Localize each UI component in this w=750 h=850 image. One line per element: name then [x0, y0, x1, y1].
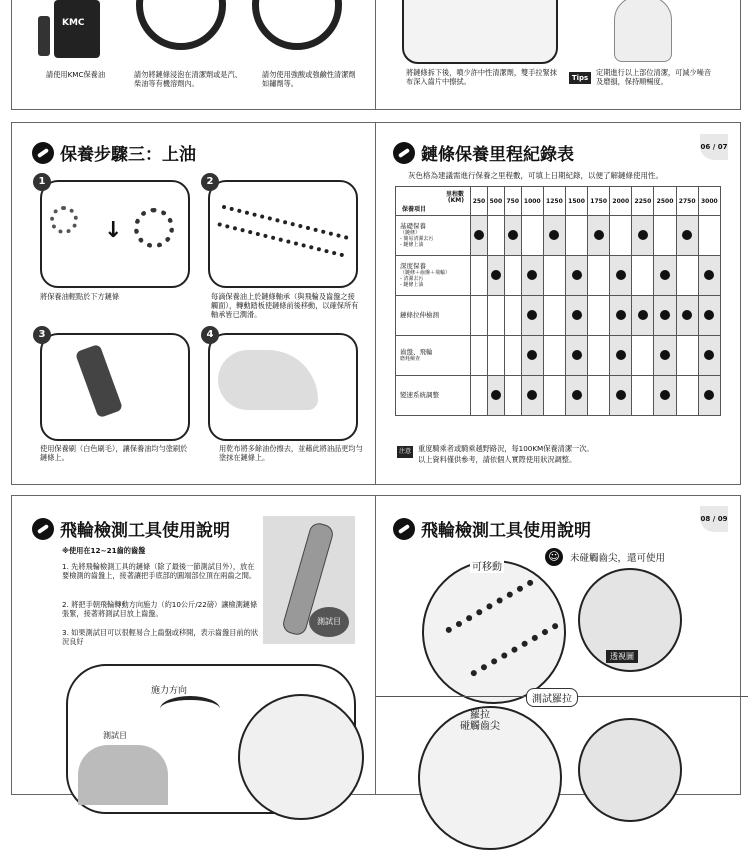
maintenance-dot [682, 230, 692, 240]
row-label-title: 基礎保養 [400, 222, 426, 230]
step3-title-text: 保養步驟三：上油 [60, 145, 196, 165]
table-cell[interactable] [471, 216, 488, 256]
mileage-table-body [396, 216, 721, 416]
maintenance-dot [616, 270, 626, 280]
maintenance-dot [572, 350, 582, 360]
row-label-sub: - 鏈條上油 [400, 282, 424, 288]
row-label-title: 變速系統調整 [400, 391, 439, 399]
maintenance-dot [491, 390, 501, 400]
header-item: 保養項目 [402, 206, 427, 213]
tips-text: 定期進行以上部位清潔，可減少噪音及磨損，保持順暢度。 [596, 68, 712, 86]
step-4-caption: 用乾布將多餘油份擦去，並藉此將油品更均勻塗抹在鏈條上。 [219, 444, 363, 462]
wrench-icon [393, 518, 415, 540]
table-row [396, 376, 721, 416]
chain-closeup-circle [238, 694, 364, 820]
table-cell[interactable] [588, 336, 610, 376]
ok-text: 未碰觸齒尖，還可使用 [570, 553, 666, 564]
down-arrow-icon: ↓ [104, 218, 123, 243]
table-cell[interactable] [654, 256, 676, 296]
row-label-sub: （鏈條＋齒盤＋飛輪） [400, 270, 451, 276]
table-cell[interactable] [588, 296, 610, 336]
maintenance-dot [527, 350, 537, 360]
table-cell[interactable] [543, 296, 565, 336]
caption-no-acid: 請勿使用強酸或強鹼性清潔劑如鏽劑等。 [262, 70, 356, 88]
table-cell[interactable] [676, 336, 698, 376]
table-cell[interactable] [698, 256, 720, 296]
test-label-badge: 測試目 [309, 607, 349, 637]
row-label-sub: 磨耗檢查 [400, 356, 421, 362]
movable-label: 可移動 [470, 558, 504, 573]
maintenance-dot [572, 310, 582, 320]
table-cell[interactable] [632, 376, 654, 416]
roller-detail-circle [578, 718, 682, 822]
cassette-graphic [78, 745, 168, 805]
table-cell[interactable] [487, 336, 504, 376]
force-direction-label: 施力方向 [151, 686, 188, 696]
tips-badge: Tips [569, 72, 591, 84]
page-number: 08 / 09 [700, 506, 728, 532]
table-cell[interactable] [654, 216, 676, 256]
mascot-image [614, 0, 672, 62]
maintenance-dot [527, 270, 537, 280]
table-cell[interactable] [676, 376, 698, 416]
table-cell[interactable] [504, 296, 521, 336]
caption-no-soak: 請勿將鏈條浸泡在清潔劑或是汽、柴油等有機溶劑內。 [134, 70, 242, 88]
table-cell[interactable] [588, 216, 610, 256]
maintenance-dot [704, 350, 714, 360]
table-cell[interactable] [676, 216, 698, 256]
step-3-caption: 使用保養刷（白色刷毛），讓保養油均勻塗刷於鏈條上。 [40, 444, 188, 462]
maintenance-dot [704, 310, 714, 320]
table-cell[interactable] [543, 376, 565, 416]
table-cell[interactable] [471, 376, 488, 416]
maintenance-dot [660, 310, 670, 320]
maintenance-dot [616, 350, 626, 360]
table-cell[interactable] [521, 376, 543, 416]
table-row [396, 256, 721, 296]
table-cell[interactable] [610, 256, 632, 296]
row-label [396, 256, 471, 296]
step-1-caption: 將保養油輕點於下方鏈條 [40, 292, 120, 301]
table-cell[interactable] [543, 256, 565, 296]
row-label-title: 深度保養 [400, 262, 426, 270]
table-cell[interactable] [654, 296, 676, 336]
table-cell[interactable] [521, 256, 543, 296]
maintenance-dot [594, 230, 604, 240]
table-cell[interactable] [543, 216, 565, 256]
maintenance-dot [572, 390, 582, 400]
row-label-sub: （鏈條） [400, 230, 421, 236]
chain-cleaning-image [402, 0, 558, 64]
table-cell[interactable] [487, 296, 504, 336]
table-cell[interactable] [632, 216, 654, 256]
table-cell[interactable] [565, 376, 587, 416]
header-corner [396, 187, 471, 216]
row-label-sub: - 簡易清潔去污 [400, 236, 434, 242]
row-label-title: 齒盤、飛輪 [400, 348, 433, 356]
tool-left-title [32, 516, 230, 541]
table-cell[interactable] [698, 216, 720, 256]
col-header: 1000 [521, 187, 543, 216]
note-badge: 注意 [397, 446, 413, 458]
table-cell[interactable] [676, 296, 698, 336]
col-header: 2750 [676, 187, 698, 216]
row-label-title: 鏈條拉伸檢測 [400, 311, 439, 319]
perspective-label: 透視圖 [606, 650, 638, 663]
maintenance-dot [474, 230, 484, 240]
table-cell[interactable] [565, 216, 587, 256]
header-unit: (KM) [447, 197, 464, 204]
maintenance-dot [527, 390, 537, 400]
kmc-oil-bottle [54, 0, 100, 58]
maintenance-dot [508, 230, 518, 240]
col-header: 1500 [565, 187, 587, 216]
note-line-2: 以上資料僅供參考，請依個人實際使用狀況調整。 [418, 455, 577, 464]
page-number: 06 / 07 [700, 134, 728, 160]
table-cell[interactable] [504, 216, 521, 256]
col-header: 1250 [543, 187, 565, 216]
col-header: 2250 [632, 187, 654, 216]
row-label [396, 376, 471, 416]
col-header: 500 [487, 187, 504, 216]
wrench-icon [32, 142, 54, 164]
table-row [396, 336, 721, 376]
maintenance-dot [660, 390, 670, 400]
table-cell[interactable] [698, 376, 720, 416]
log-subtitle: 灰色格為建議需進行保養之里程數，可填上日期紀錄，以便了解鏈條使用性。 [408, 171, 663, 180]
log-title-text: 鏈條保養里程紀錄表 [421, 145, 574, 165]
cog-graphic [50, 206, 78, 234]
wrench-icon [393, 142, 415, 164]
tool-note: ※使用在12~21齒的齒盤 [62, 546, 146, 555]
col-header: 3000 [698, 187, 720, 216]
tool-left-title-text: 飛輪檢測工具使用說明 [60, 521, 230, 541]
mileage-table [395, 186, 721, 416]
table-cell[interactable] [521, 336, 543, 376]
test-label-2: 測試目 [103, 731, 127, 740]
table-cell[interactable] [610, 376, 632, 416]
table-cell[interactable] [543, 336, 565, 376]
maintenance-dot [616, 310, 626, 320]
row-label [396, 216, 471, 256]
table-cell[interactable] [471, 296, 488, 336]
tool-step-3: 3. 如果測試目可以很輕易合上齒盤或移開，表示齒盤目前的狀況良好 [62, 628, 259, 646]
table-cell[interactable] [632, 256, 654, 296]
maintenance-dot [491, 270, 501, 280]
table-cell[interactable] [487, 376, 504, 416]
row-label-sub: - 清潔去污 [400, 276, 424, 282]
col-header: 250 [471, 187, 488, 216]
caption-use-kmc-oil: 請使用KMC保養油 [46, 70, 106, 79]
table-cell[interactable] [610, 216, 632, 256]
table-cell[interactable] [487, 216, 504, 256]
maintenance-dot [682, 310, 692, 320]
table-cell[interactable] [632, 336, 654, 376]
maintenance-dot [572, 270, 582, 280]
table-cell[interactable] [471, 336, 488, 376]
maintenance-dot [660, 270, 670, 280]
table-cell[interactable] [610, 296, 632, 336]
maintenance-dot [549, 230, 559, 240]
table-cell[interactable] [565, 336, 587, 376]
step-3-number: 3 [33, 326, 51, 344]
row-label [396, 336, 471, 376]
step-2-caption: 每滴保養油上於鏈條軸承（與飛輪及齒盤之接觸面），轉動踏板使鏈條前後移動，以確保所有軸承皆已潤滑。 [211, 292, 359, 319]
col-header: 1750 [588, 187, 610, 216]
table-cell[interactable] [588, 256, 610, 296]
maintenance-dot [638, 230, 648, 240]
table-row [396, 216, 721, 256]
roller-touch-label: 羅拉 碰觸齒尖 [460, 710, 500, 732]
row-label-sub: - 鏈條上油 [400, 242, 424, 248]
table-cell[interactable] [521, 296, 543, 336]
tool-step-2: 2. 將把手朝飛輪轉動方向施力（約10公斤/22磅）讓檢測鏈條張緊，接著將測試目放上齒盤。 [62, 600, 258, 618]
col-header: 2000 [610, 187, 632, 216]
table-cell[interactable] [698, 296, 720, 336]
step-2-number: 2 [201, 173, 219, 191]
step-1-number: 1 [33, 173, 51, 191]
table-cell[interactable] [504, 336, 521, 376]
step3-title [32, 140, 196, 165]
table-cell[interactable] [676, 256, 698, 296]
tool-step-1: 1. 先將飛輪檢測工具的鏈條（除了最後一節測試目外），放在要檢測的齒盤上，接著讓把手底部的圓端部位頂在兩齒之間。 [62, 562, 257, 580]
smiley-icon: ☺ [545, 548, 563, 566]
table-cell[interactable] [504, 256, 521, 296]
force-arrow-icon [160, 696, 220, 722]
table-cell[interactable] [487, 256, 504, 296]
table-cell[interactable] [565, 256, 587, 296]
col-header: 2500 [654, 187, 676, 216]
pull-test-label: 測試羅拉 [526, 688, 578, 707]
table-cell[interactable] [521, 216, 543, 256]
maintenance-dot [704, 390, 714, 400]
oil-dropper [38, 16, 50, 56]
maintenance-dot [616, 390, 626, 400]
table-cell[interactable] [610, 336, 632, 376]
header-mileage: 里程數 [445, 191, 464, 198]
maintenance-dot [638, 310, 648, 320]
log-title [393, 140, 574, 165]
table-cell[interactable] [654, 336, 676, 376]
row-label [396, 296, 471, 336]
wrench-icon [32, 518, 54, 540]
maintenance-dot [704, 270, 714, 280]
maintenance-dot [660, 350, 670, 360]
maintenance-dot [527, 310, 537, 320]
table-cell[interactable] [654, 376, 676, 416]
table-cell[interactable] [471, 256, 488, 296]
chainring-graphic [134, 208, 174, 248]
table-cell[interactable] [588, 376, 610, 416]
table-cell[interactable] [632, 296, 654, 336]
tool-right-title-text: 飛輪檢測工具使用說明 [421, 521, 591, 541]
table-cell[interactable] [698, 336, 720, 376]
table-cell[interactable] [504, 376, 521, 416]
table-row [396, 296, 721, 336]
col-header: 750 [504, 187, 521, 216]
bottle-logo: KMC [62, 18, 85, 28]
table-cell[interactable] [565, 296, 587, 336]
tool-right-title [393, 516, 591, 541]
caption-wipe-chain: 將鏈條拆下後，噴少許中性清潔劑，雙手拉緊抹布深入齒片中擦拭。 [406, 68, 557, 86]
note-line-1: 重度騎乘者或騎乘越野路況，每100KM保養清潔一次。 [418, 444, 594, 453]
step-4-number: 4 [201, 326, 219, 344]
